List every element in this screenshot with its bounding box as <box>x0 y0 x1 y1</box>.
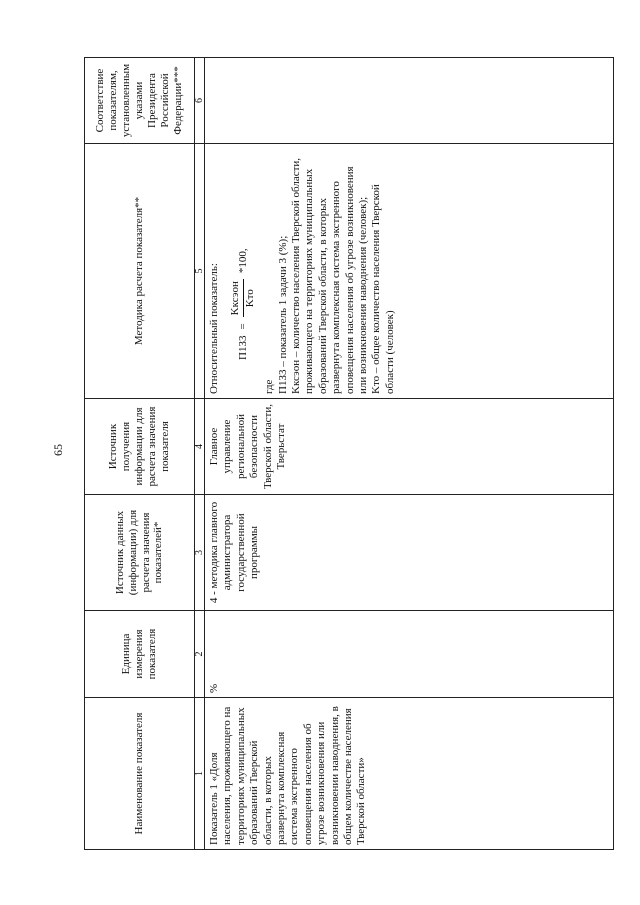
formula-numerator: Kксэон <box>229 279 243 317</box>
header-indicator-name: Наименование показателя <box>85 698 195 850</box>
indicator-name-cell: Показатель 1 «Доля населения, проживающего на территориях муниципальных образований Тверской области, в которых развернута комплексная система экстренного оповещения населения об угрозе возникновения или возникновении наводнения, в общем количестве населения Тверской области» <box>205 698 614 850</box>
formula-denominator: Kто <box>243 289 256 308</box>
column-number: 5 <box>195 144 205 399</box>
formula-lhs: П1З3 <box>236 335 249 360</box>
header-info-source: Источник получения информации для расчета значения показателя <box>85 399 195 495</box>
column-number: 4 <box>195 399 205 495</box>
method-definition: П1З3 – показатель 1 задачи 3 (%); <box>276 235 289 394</box>
indicator-table-sheet <box>84 58 614 850</box>
column-number: 3 <box>195 495 205 611</box>
unit-cell: % <box>205 611 614 698</box>
formula <box>229 148 257 360</box>
method-definition: Kксэон – количество населения Тверской области, проживающего на территориях муниципальных образований Тверской области, в которых развернута комплексная система экстренного оповещения населения об угрозе возникновения или возникновения наводнения (человек); <box>290 157 370 394</box>
header-unit: Единица измерения показателя <box>85 611 195 698</box>
compliance-cell <box>205 58 614 144</box>
header-data-source: Источник данных (информации) для расчета значения показателей* <box>85 495 195 611</box>
method-cell <box>205 144 614 399</box>
formula-fraction <box>229 279 257 317</box>
info-source-cell: Главное управление региональной безопасности Тверской области, Тверьстат <box>205 399 614 495</box>
header-method: Методика расчета показателя** <box>85 144 195 399</box>
formula-equals: = <box>236 323 249 330</box>
method-where: где <box>263 379 276 394</box>
header-compliance: Соответствие показателям, установленным указами Президента Российской Федерации*** <box>85 58 195 144</box>
table-row <box>205 58 614 850</box>
page-number: 65 <box>50 444 65 456</box>
column-number: 2 <box>195 611 205 698</box>
method-intro: Относительный показатель: <box>208 263 220 394</box>
formula-multiplier: *100, <box>236 248 249 274</box>
indicator-table <box>84 57 614 850</box>
column-number: 1 <box>195 698 205 850</box>
data-source-cell: 4 - методика главного администратора государственной программы <box>205 495 614 611</box>
column-number: 6 <box>195 58 205 144</box>
method-definition: Kто – общее количество населения Тверской области (человек) <box>370 184 396 394</box>
